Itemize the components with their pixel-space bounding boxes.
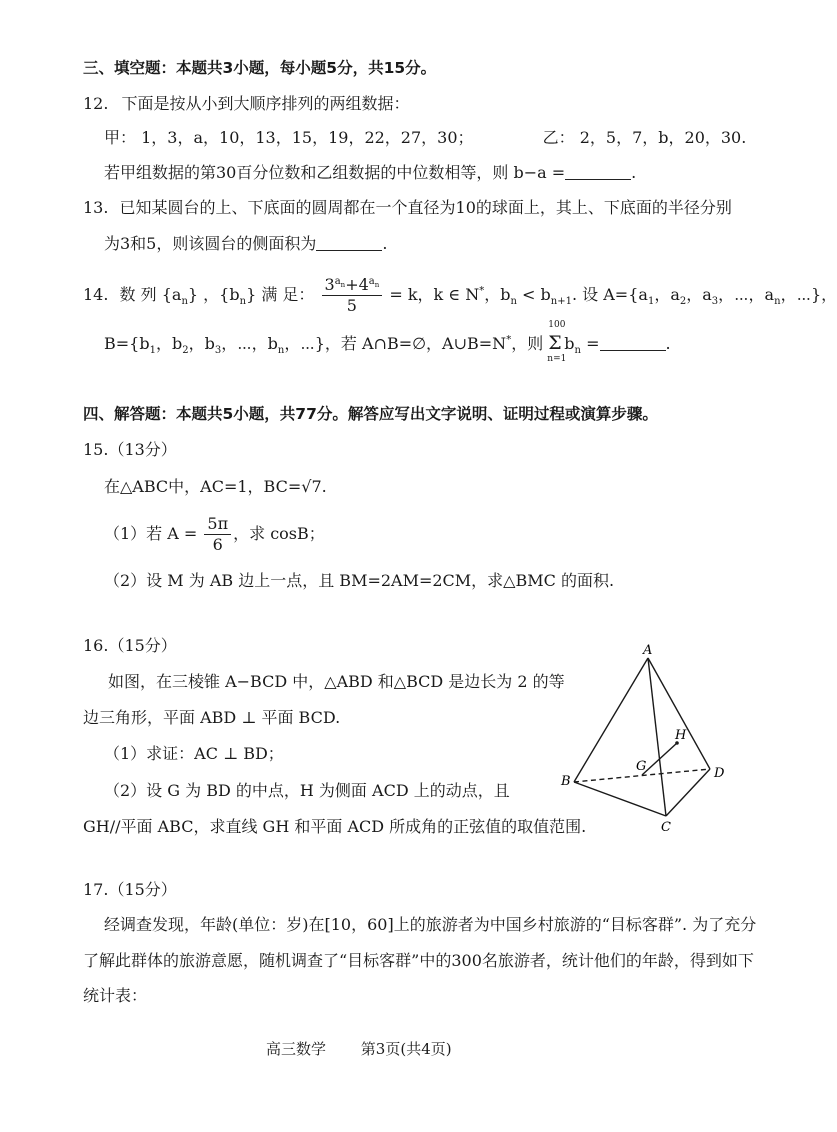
q12-jia-data: 1，3，a，10，13，15，19，22，27，30； [141, 128, 474, 147]
q12-end: . [631, 163, 637, 182]
q15-number: 15.（13分） [83, 440, 177, 459]
q13-number: 13. [83, 198, 109, 217]
q14-line2: $B=\{b_1$，$b_2$，$b_3$，⋯，$b_n$，⋯}，若 A∩B=∅，A∪B=N*，则 100 Σ n=1 $b_n$ = . [104, 320, 671, 364]
q13-end: . [382, 234, 388, 253]
footer-page-number: 第3页(共4页) [360, 1040, 452, 1058]
q14-fraction: $\frac{3^{a_n}+4^{a_n}}{5}$ [322, 275, 383, 316]
q17-line2: 了解此群体的旅游意愿，随机调查了“目标客群”中的300名旅游者，统计他们的年龄，得到如下 [83, 951, 754, 970]
label-G: G [636, 759, 647, 774]
label-B: B [561, 774, 571, 789]
q14-number: 14. [83, 285, 109, 304]
q12-jia-label: 甲： [104, 128, 137, 147]
section-heading-fill-in: 三、填空题：本题共3小题，每小题5分，共15分。 [83, 59, 437, 77]
q15-part1: （1）若 A = $\frac{5\pi}{6}$ ，求 cosB； [104, 514, 325, 554]
answer-blank[interactable] [600, 334, 666, 351]
q12-stem [83, 94, 410, 113]
q16-line2: 边三角形，平面 ABD ⊥ 平面 BCD. [83, 708, 341, 727]
q14-seq-a: 数 列 $\{a_n\}$ ，$\{b_n\}$ 满 足： [119, 285, 315, 308]
edge-AC [648, 658, 666, 816]
edge-BC [574, 782, 666, 816]
section-heading-solutions: 四、解答题：本题共5小题，共77分。解答应写出文字说明、证明过程或演算步骤。 [83, 405, 658, 423]
segment-GH [642, 743, 677, 775]
q16-number: 16.（15分） [83, 636, 177, 655]
q15-part2: （2）设 M 为 AB 边上一点，且 BM=2AM=2CM，求△BMC 的面积. [104, 571, 615, 590]
q12-text: 下面是按从小到大顺序排列的两组数据： [121, 94, 410, 113]
q13-line2 [104, 234, 387, 253]
q12-condition [104, 163, 636, 182]
q16-part2-line1: （2）设 G 为 BD 的中点，H 为侧面 ACD 上的动点，且 [104, 781, 510, 800]
answer-blank[interactable] [316, 234, 382, 251]
q13-line1 [83, 198, 732, 217]
edge-CD [666, 769, 710, 816]
answer-blank[interactable] [565, 163, 631, 180]
q17-line1: 经调查发现，年龄(单位：岁)在[10，60]上的旅游者为中国乡村旅游的“目标客群”. 为了充分 [104, 915, 757, 934]
q12-data-row [104, 128, 746, 147]
q13-text-1: 已知某圆台的上、下底面的圆周都在一个直径为10的球面上，其上、下底面的半径分别 [119, 198, 732, 217]
q12-yi-data: 2，5，7，b，20，30. [579, 128, 747, 147]
q16-part2-line2: GH//平面 ABC，求直线 GH 和平面 ACD 所成角的正弦值的取值范围. [83, 817, 587, 836]
q12-yi-label: 乙： [542, 128, 575, 147]
q14-line1 [83, 275, 837, 316]
label-A: A [643, 643, 653, 658]
footer-subject: 高三数学 [266, 1040, 327, 1058]
q16-line1: 如图，在三棱锥 A−BCD 中，△ABD 和△BCD 是边长为 2 的等 [108, 672, 565, 691]
summation-symbol: 100 Σ n=1 [547, 320, 567, 364]
q12-condition-text: 若甲组数据的第30百分位数和乙组数据的中位数相等，则 b−a = [104, 163, 566, 182]
page-footer [266, 1040, 452, 1058]
label-H: H [675, 728, 687, 743]
q15-fraction: $\frac{5\pi}{6}$ [204, 514, 231, 555]
q13-text-2: 为3和5，则该圆台的侧面积为 [104, 234, 317, 253]
q17-line3: 统计表： [83, 986, 148, 1005]
q12-number: 12. [83, 94, 109, 113]
q14-condition: = k，k ∈ N*，$b_n < b_{n+1}$. 设 $A=\{a_1$，$a_2$，$a_3$，⋯，$a_n$，⋯}， [389, 285, 837, 308]
q16-part1: （1）求证：AC ⊥ BD； [104, 744, 284, 763]
tetrahedron-figure [558, 642, 738, 834]
q17-number: 17.（15分） [83, 880, 177, 899]
q15-stem: 在△ABC中，AC=1，BC=√7. [104, 477, 327, 496]
label-D: D [714, 766, 725, 781]
edge-AD [648, 658, 710, 769]
label-C: C [661, 820, 671, 835]
